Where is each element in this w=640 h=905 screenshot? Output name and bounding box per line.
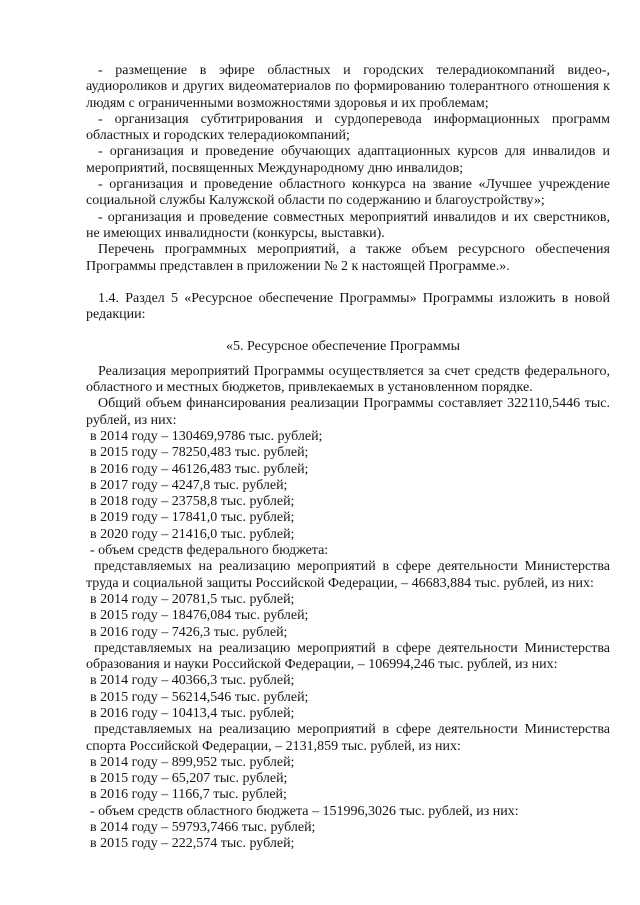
- paragraph-funding-intro: Реализация мероприятий Программы осуществляется за счет средств федерального, областного и местных бюджетов, привлекаемых в установленном порядке.: [86, 363, 610, 396]
- paragraph-contest: - организация и проведение областного конкурса на звание «Лучшее учреждение социальной службы Калужской области по содержанию и благоустройству»;: [86, 177, 610, 209]
- list-item: в 2016 году – 7426,3 тыс. рублей;: [90, 624, 288, 640]
- list-item: в 2015 году – 65,207 тыс. рублей;: [90, 771, 288, 787]
- paragraph-section-1-4: 1.4. Раздел 5 «Ресурсное обеспечение Программы» Программы изложить в новой редакции:: [86, 290, 610, 323]
- spacer: [86, 323, 610, 339]
- list-item: в 2014 году – 130469,9786 тыс. рублей;: [90, 428, 323, 444]
- list-item: в 2015 году – 78250,483 тыс. рублей;: [90, 445, 309, 461]
- list-item: в 2019 году – 17841,0 тыс. рублей;: [90, 510, 295, 526]
- spacer: [86, 356, 610, 364]
- list-item: в 2014 году – 59793,7466 тыс. рублей;: [90, 820, 316, 836]
- paragraph-courses: - организация и проведение обучающих адаптационных курсов для инвалидов и мероприятий, посвященных Международному дню инвалидов;: [86, 144, 610, 176]
- section-heading: «5. Ресурсное обеспечение Программы: [225, 339, 460, 355]
- paragraph-broadcast: - размещение в эфире областных и городских телерадиокомпаний видео-, аудиороликов и других видеоматериалов по формированию толерантного отношения к людям с ограниченными возможностями здоровья и их проблемам;: [86, 63, 610, 111]
- paragraph-minobr: представляемых на реализацию мероприятий в сфере деятельности Министерства образования и науки Российской Федерации, – 106994,246 тыс. рублей, из них:: [86, 640, 610, 673]
- regional-years-list: [86, 820, 610, 853]
- paragraph-minsport: представляемых на реализацию мероприятий в сфере деятельности Министерства спорта Российской Федерации, – 2131,859 тыс. рублей, из них:: [86, 722, 610, 754]
- mintrud-years-list: [86, 592, 610, 641]
- list-item: в 2014 году – 899,952 тыс. рублей;: [90, 754, 295, 770]
- paragraph-federal-budget: - объем средств федерального бюджета:: [90, 543, 329, 559]
- minsport-years-list: [86, 755, 610, 804]
- list-item: в 2014 году – 40366,3 тыс. рублей;: [90, 673, 295, 689]
- list-item: в 2015 году – 56214,546 тыс. рублей;: [90, 689, 309, 705]
- list-item: в 2020 году – 21416,0 тыс. рублей;: [90, 526, 295, 542]
- spacer: [86, 275, 610, 291]
- paragraph-total-funding: Общий объем финансирования реализации Программы составляет 322110,5446 тыс. рублей, из них:: [86, 396, 610, 428]
- list-item: в 2015 году – 18476,084 тыс. рублей;: [90, 608, 309, 624]
- minobr-years-list: [86, 673, 610, 722]
- list-item: в 2016 году – 46126,483 тыс. рублей;: [90, 461, 309, 477]
- list-item: в 2015 году – 222,574 тыс. рублей;: [90, 836, 295, 852]
- list-item: в 2014 году – 20781,5 тыс. рублей;: [90, 591, 295, 607]
- paragraph-list-reference: Перечень программных мероприятий, а также объем ресурсного обеспечения Программы представлен в приложении № 2 к настоящей Программе.».: [86, 242, 610, 274]
- list-item: в 2016 году – 10413,4 тыс. рублей;: [90, 705, 295, 721]
- paragraph-joint-events: - организация и проведение совместных мероприятий инвалидов и их сверстников, не имеющих инвалидности (конкурсы, выставки).: [86, 209, 610, 241]
- list-item: в 2016 году – 1166,7 тыс. рублей;: [90, 787, 287, 803]
- list-item: в 2018 году – 23758,8 тыс. рублей;: [90, 494, 295, 510]
- total-funding-years-list: [86, 429, 610, 543]
- paragraph-regional-budget: - объем средств областного бюджета – 151996,3026 тыс. рублей, из них:: [90, 803, 519, 819]
- paragraph-mintrud: представляемых на реализацию мероприятий в сфере деятельности Министерства труда и социальной защиты Российской Федерации, – 46683,884 тыс. рублей, из них:: [86, 559, 610, 591]
- list-item: в 2017 году – 4247,8 тыс. рублей;: [90, 477, 288, 493]
- paragraph-subtitles: - организация субтитрирования и сурдоперевода информационных программ областных и городских телерадиокомпаний;: [86, 111, 610, 144]
